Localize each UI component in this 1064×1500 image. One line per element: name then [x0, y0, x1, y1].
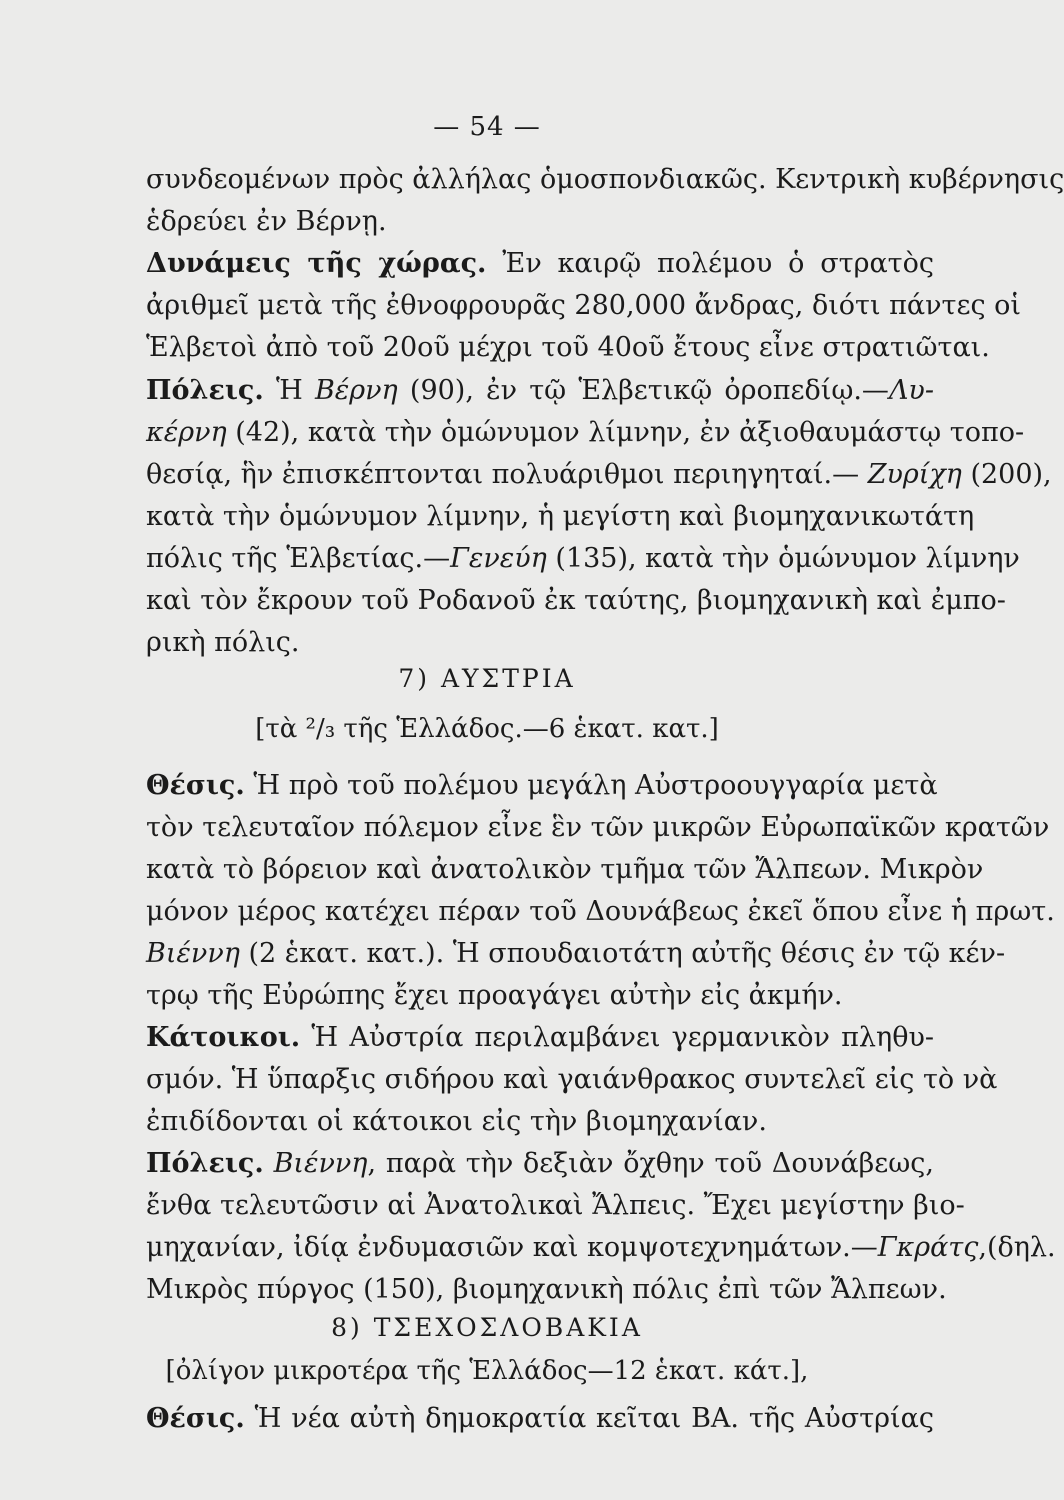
text-run: [264, 1148, 274, 1179]
text-line: [146, 541, 1020, 577]
text-line: [146, 1146, 934, 1182]
text-line: [146, 1272, 947, 1308]
text-run: ἐπιδίδονται οἱ κάτοικοι εἰς τὴν βιομηχανίαν.: [146, 1106, 767, 1137]
text-run: , παρὰ τὴν δεξιὰν ὄχθην τοῦ Δουνάβεως,: [367, 1148, 934, 1179]
text-run: ,(δηλ.: [978, 1232, 1056, 1263]
place-name: Βέρνη: [314, 374, 398, 406]
text-run: ἀριθμεῖ μετὰ τῆς ἐθνοφρουρᾶς 280,000 ἄνδρας, διότι πάντες οἱ: [146, 290, 1022, 322]
text-run: ρικὴ πόλις.: [146, 627, 300, 659]
text-line: [146, 1020, 934, 1056]
place-name: Βιέννη: [146, 938, 240, 969]
run-in-heading: Κάτοικοι.: [146, 1022, 301, 1053]
text-line: [146, 1230, 1056, 1266]
run-in-heading: Θέσις.: [146, 1403, 245, 1434]
text-run: Ἡ νέα αὐτὴ δημοκρατία κεῖται ΒΑ. τῆς Αὐστρίας: [244, 1403, 934, 1434]
text-line: [146, 1104, 767, 1140]
text-run: Μικρὸς πύργος (150), βιομηχανικὴ πόλις ἐπὶ τῶν Ἄλπεων.: [146, 1274, 947, 1305]
place-name: Λυ-: [888, 374, 934, 406]
place-name: Γκράτς: [877, 1232, 979, 1263]
text-line: [146, 768, 938, 804]
place-name: Γενεύη: [450, 542, 547, 574]
text-run: Ἐν καιρῷ πολέμου ὁ στρατὸς: [486, 248, 934, 280]
text-line: [146, 373, 934, 409]
text-line: [146, 852, 984, 888]
text-run: (135), κατὰ τὴν ὁμώνυμον λίμνην: [546, 542, 1020, 574]
text-line: [146, 330, 990, 366]
text-run: τρῳ τῆς Εὐρώπης ἔχει προαγάγει αὐτὴν εἰς ἀκμήν.: [146, 980, 843, 1011]
text-line: [146, 415, 1025, 451]
text-run: (2 ἑκατ. κατ.). Ἡ σπουδαιοτάτη αὐτῆς θέσις ἐν τῷ κέν-: [239, 938, 1006, 969]
text-run: Ἡ: [263, 374, 315, 406]
run-in-heading: Πόλεις.: [146, 1148, 264, 1179]
run-in-heading: Δυνάμεις τῆς χώρας.: [146, 248, 487, 280]
text-line: [146, 625, 300, 661]
text-run: τὸν τελευταῖον πόλεμον εἶνε ἓν τῶν μικρῶν Εὐρωπαϊκῶν κρατῶν: [146, 812, 1050, 843]
text-line: [146, 204, 387, 240]
text-run: θεσίᾳ, ἣν ἐπισκέπτονται πολυάριθμοι περιηγηταί.—: [146, 458, 868, 490]
text-line: [146, 583, 1006, 619]
text-run: πόλις τῆς Ἑλβετίας.—: [146, 542, 451, 574]
page-number: — 54 —: [433, 112, 541, 142]
text-line: [146, 288, 1022, 324]
text-run: μηχανίαν, ἰδίᾳ ἐνδυμασιῶν καὶ κομψοτεχνημάτων.—: [146, 1232, 878, 1263]
text-run: Ἡ πρὸ τοῦ πολέμου μεγάλη Αὐστροουγγαρία μετὰ: [244, 770, 938, 801]
place-name: κέρνη: [146, 416, 227, 448]
text-run: συνδεομένων πρὸς ἀλλήλας ὁμοσπονδιακῶς. Κεντρικὴ κυβέρνησις: [146, 164, 1064, 195]
text-line: [146, 1062, 998, 1098]
text-run: κατὰ τὴν ὁμώνυμον λίμνην, ἡ μεγίστη καὶ βιομηχανικωτάτη: [146, 500, 975, 532]
section-subtitle-czechoslovakia: [ὀλίγον μικροτέρα τῆς Ἑλλάδος—12 ἑκατ. κάτ.],: [165, 1356, 809, 1386]
text-run: Ἡ Αὐστρία περιλαμβάνει γερμανικὸν πληθυ-: [300, 1022, 934, 1053]
text-run: ἔνθα τελευτῶσιν αἱ Ἀνατολικαὶ Ἄλπεις. Ἔχει μεγίστην βιο-: [146, 1190, 965, 1221]
text-line: [146, 457, 1052, 493]
text-line: [146, 1188, 965, 1224]
text-line: [146, 894, 1055, 930]
run-in-heading: Πόλεις.: [146, 374, 264, 406]
text-line: [146, 810, 1050, 846]
section-heading-czechoslovakia: 8) ΤΣΕΧΟΣΛΟΒΑΚΙΑ: [331, 1313, 643, 1342]
text-line: [146, 978, 843, 1014]
text-line: [146, 162, 1064, 198]
text-run: (90), ἐν τῷ Ἑλβετικῷ ὀροπεδίῳ.—: [397, 374, 889, 406]
run-in-heading: Θέσις.: [146, 770, 245, 801]
text-run: (42), κατὰ τὴν ὁμώνυμον λίμνην, ἐν ἀξιοθαυμάστῳ τοπο-: [226, 416, 1025, 448]
section-heading-austria: 7) ΑΥΣΤΡΙΑ: [398, 664, 576, 693]
text-run: (200),: [961, 458, 1052, 490]
section-subtitle-austria: [τὰ ²/₃ τῆς Ἑλλάδος.—6 ἑκατ. κατ.]: [255, 714, 719, 744]
text-run: μόνον μέρος κατέχει πέραν τοῦ Δουνάβεως ἐκεῖ ὅπου εἶνε ἡ πρωτ.: [146, 896, 1055, 927]
text-line: [146, 499, 975, 535]
text-run: σμόν. Ἡ ὕπαρξις σιδήρου καὶ γαιάνθρακος συντελεῖ εἰς τὸ νὰ: [146, 1064, 998, 1095]
place-name: Ζυρίχη: [867, 458, 962, 490]
place-name: Βιέννη: [273, 1148, 368, 1179]
text-run: ἑδρεύει ἐν Βέρνῃ.: [146, 206, 387, 238]
text-run: καὶ τὸν ἔκρουν τοῦ Ροδανοῦ ἐκ ταύτης, βιομηχανικὴ καὶ ἐμπο-: [146, 585, 1006, 616]
text-line: [146, 246, 934, 282]
text-run: κατὰ τὸ βόρειον καὶ ἀνατολικὸν τμῆμα τῶν Ἄλπεων. Μικρὸν: [146, 854, 984, 885]
text-run: Ἑλβετοὶ ἀπὸ τοῦ 20οῦ μέχρι τοῦ 40οῦ ἔτους εἶνε στρατιῶται.: [146, 332, 990, 364]
text-line: [146, 1401, 934, 1437]
text-line: [146, 936, 1006, 972]
